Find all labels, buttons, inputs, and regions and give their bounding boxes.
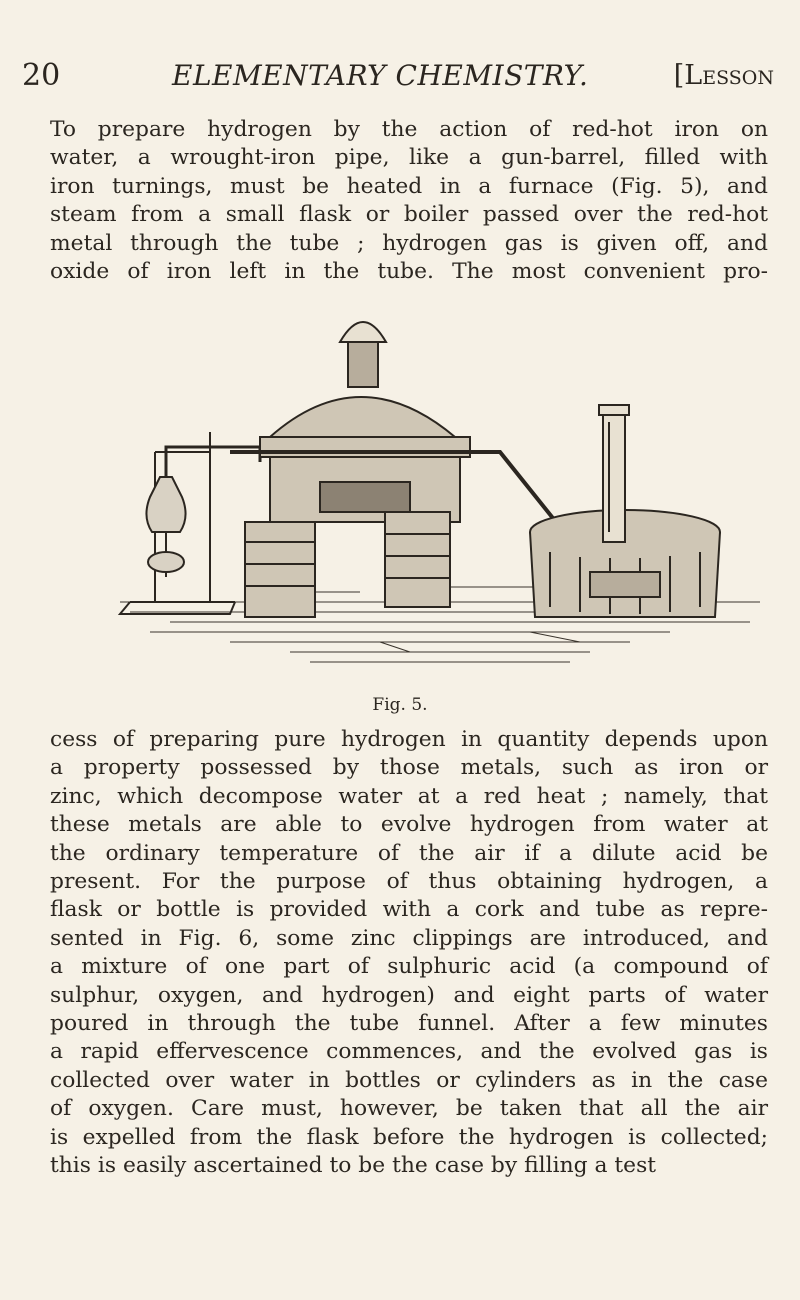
paragraph-1 — [50, 116, 768, 286]
text-line: zinc, which decompose water at a red heat ; namely, that — [50, 783, 768, 809]
text-line: oxide of iron left in the tube. The most convenient pro- — [50, 259, 768, 285]
text-line: of oxygen. Care must, however, be taken that all the air — [50, 1096, 768, 1122]
text-line: present. For the purpose of thus obtaining hydrogen, a — [50, 869, 768, 895]
page-number: 20 — [22, 58, 61, 93]
figure-illustration — [110, 302, 770, 687]
collecting-jar — [599, 405, 629, 542]
text-line: water, a wrought-iron pipe, like a gun-barrel, filled with — [50, 145, 768, 171]
text-line: the ordinary temperature of the air if a dilute acid be — [50, 840, 768, 866]
text-line: steam from a small flask or boiler passed over the red-hot — [50, 202, 768, 228]
text-line: cess of preparing pure hydrogen in quantity depends upon — [50, 727, 768, 752]
text-line: metal through the tube ; hydrogen gas is given off, and — [50, 230, 768, 256]
text-line: is expelled from the flask before the hydrogen is collected; — [50, 1124, 768, 1150]
text-line: this is easily ascertained to be the case by filling a test — [50, 1153, 657, 1179]
text-line: these metals are able to evolve hydrogen from water at — [50, 812, 768, 838]
furnace — [245, 322, 470, 617]
text-line: sulphur, oxygen, and hydrogen) and eight parts of water — [50, 982, 768, 1008]
text-line: iron turnings, must be heated in a furnace (Fig. 5), and — [50, 173, 768, 199]
boiler-flask — [146, 477, 185, 577]
text-line: a property possessed by those metals, such as iron or — [50, 755, 768, 781]
text-line: a mixture of one part of sulphuric acid (a compound of — [50, 954, 768, 980]
text-line: collected over water in bottles or cylinders as in the case — [50, 1067, 768, 1093]
text-line: sented in Fig. 6, some zinc clippings are introduced, and — [50, 925, 768, 951]
text-line: a rapid effervescence commences, and the evolved gas is — [50, 1039, 768, 1065]
text-line: To prepare hydrogen by the action of red-hot iron on — [50, 117, 768, 142]
section-label: [Lesson — [673, 60, 774, 91]
running-header — [22, 56, 774, 96]
running-title: ELEMENTARY CHEMISTRY. — [172, 59, 589, 92]
text-line: flask or bottle is provided with a cork and tube as repre- — [50, 897, 768, 923]
text-line: poured in through the tube funnel. After a few minutes — [50, 1011, 768, 1037]
paragraph-2 — [50, 726, 768, 1181]
figure-caption: Fig. 5. — [372, 695, 428, 715]
